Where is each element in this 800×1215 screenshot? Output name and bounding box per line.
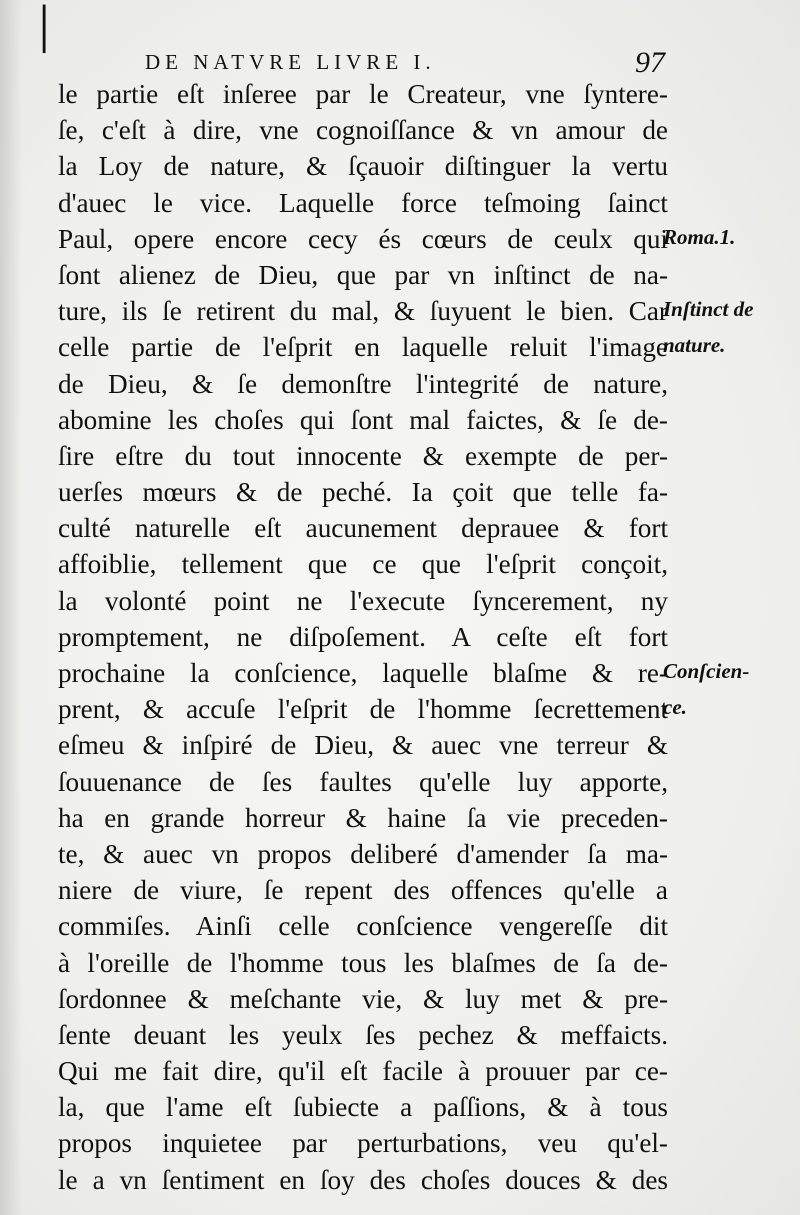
text-line: ſouuenance de ſes faultes qu'elle luy apporte,: [58, 766, 668, 797]
text-line: abomine les choſes qui ſont mal faictes, & ſe de-: [58, 404, 668, 435]
text-line: affoiblie, tellement que ce que l'eſprit conçoit,: [58, 549, 668, 580]
text-line: celle partie de l'eſprit en laquelle reluit l'image: [58, 332, 668, 363]
text-line: commiſes. Ainſi celle conſcience vengereſſe dit: [58, 911, 668, 942]
margin-note: ce.: [663, 695, 687, 720]
text-line: culté naturelle eſt aucunement deprauee & fort: [58, 513, 668, 544]
text-line: Paul, opere encore cecy és cœurs de ceulx qui: [58, 223, 668, 254]
text-line: promptement, ne diſpoſement. A ceſte eſt fort: [58, 621, 668, 652]
text-line: à l'oreille de l'homme tous les blaſmes de ſa de-: [58, 947, 668, 978]
text-line: d'auec le vice. Laquelle force teſmoing ſainct: [58, 187, 668, 218]
text-line: la volonté point ne l'execute ſyncerement, ny: [58, 585, 668, 616]
text-line: ture, ils ſe retirent du mal, & ſuyuent le bien. Car: [58, 296, 668, 327]
text-line: niere de viure, ſe repent des offences qu'elle a: [58, 875, 668, 906]
text-line: ha en grande horreur & haine ſa vie preceden-: [58, 802, 668, 833]
text-line: le a vn ſentiment en ſoy des choſes douces & des: [58, 1164, 668, 1195]
text-line: propos inquietee par perturbations, veu qu'el-: [58, 1128, 668, 1159]
body-text: [58, 76, 668, 1198]
margin-note: Conſcien-: [663, 659, 750, 684]
text-line: ſe, c'eſt à dire, vne cognoiſſance & vn amour de: [58, 115, 668, 146]
corner-ink-mark: │: [30, 5, 59, 50]
text-line: prochaine la conſcience, laquelle blaſme & re-: [58, 658, 668, 688]
margin-note: Inſtinct de: [663, 297, 754, 322]
text-line: le partie eſt inſeree par le Createur, vne ſyntere-: [58, 79, 668, 109]
margin-note: nature.: [663, 333, 726, 358]
text-line: Qui me fait dire, qu'il eſt facile à prouuer par ce-: [58, 1056, 668, 1087]
text-line: prent, & accuſe l'eſprit de l'homme ſecrettement: [58, 694, 668, 725]
margin-note: Roma.1.: [663, 224, 736, 249]
text-line: ſordonnee & meſchante vie, & luy met & pre-: [58, 983, 668, 1014]
text-line: ſente deuant les yeulx ſes pechez & meffaicts.: [58, 1019, 668, 1050]
text-line: la, que l'ame eſt ſubiecte a paſſions, & à tous: [58, 1092, 668, 1123]
running-head-title: DE NATVRE LIVRE I.: [145, 50, 436, 74]
text-line: la Loy de nature, & ſçauoir diſtinguer la vertu: [58, 151, 668, 182]
binding-gutter-shadow: [0, 0, 22, 1215]
text-line: eſmeu & inſpiré de Dieu, & auec vne terreur &: [58, 730, 668, 761]
text-line: ſont alienez de Dieu, que par vn inſtinct de na-: [58, 259, 668, 290]
text-line: ſire eſtre du tout innocente & exempte de per-: [58, 440, 668, 471]
text-line: te, & auec vn propos deliberé d'amender ſa ma-: [58, 838, 668, 869]
text-line: uerſes mœurs & de peché. Ia çoit que telle fa-: [58, 477, 668, 508]
page-number: 97: [635, 46, 665, 79]
text-line: de Dieu, & ſe demonſtre l'integrité de nature,: [58, 368, 668, 399]
